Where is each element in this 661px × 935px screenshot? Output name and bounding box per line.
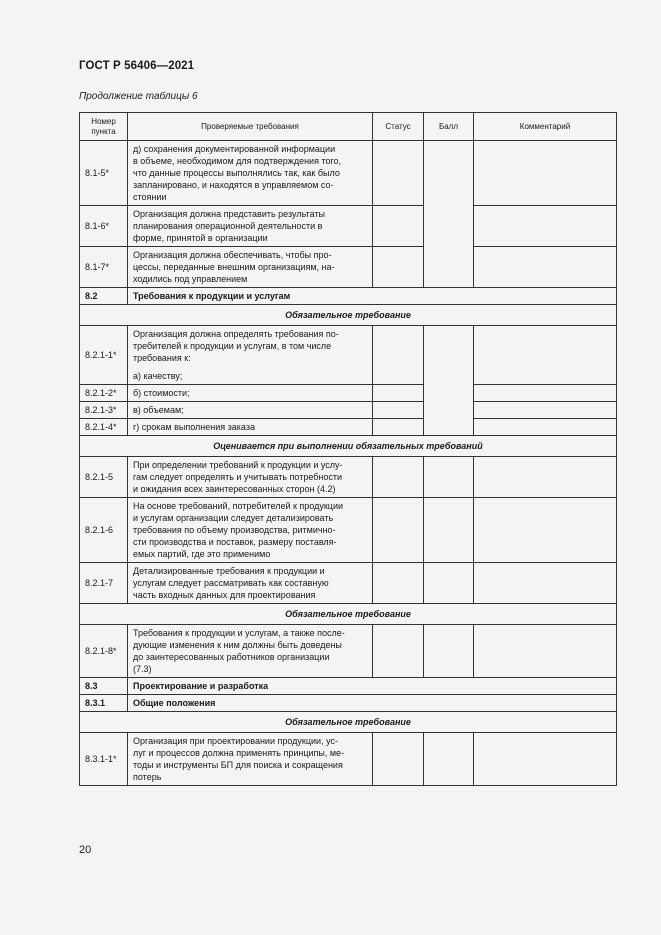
status-cell[interactable] — [373, 141, 424, 206]
text-line: Организация должна обеспечивать, чтобы про- — [133, 250, 332, 260]
table-header-row — [80, 113, 617, 141]
table-row — [80, 247, 617, 288]
text-line: запланировано, и находятся в управляемом со- — [133, 180, 334, 190]
row-number: 8.2.1-8* — [80, 625, 128, 678]
text-line: Требования к продукции и услугам, а также после- — [133, 628, 345, 638]
table-row — [80, 326, 617, 385]
requirement-text — [128, 625, 373, 678]
row-number: 8.1-6* — [80, 206, 128, 247]
status-cell[interactable] — [373, 457, 424, 498]
text-line: (7.3) — [133, 664, 152, 674]
comment-cell[interactable] — [474, 326, 617, 385]
requirement-text — [128, 733, 373, 786]
requirement-text: г) срокам выполнения заказа — [128, 419, 373, 436]
requirement-text: в) объемам; — [128, 402, 373, 419]
table-row — [80, 457, 617, 498]
comment-cell[interactable] — [474, 733, 617, 786]
text-line: Детализированные требования к продукции и — [133, 566, 325, 576]
subheader-mandatory: Обязательное требование — [80, 305, 617, 326]
col-header-score: Балл — [424, 113, 474, 141]
section-number: 8.2 — [80, 288, 128, 305]
status-cell[interactable] — [373, 385, 424, 402]
requirements-table — [79, 112, 617, 786]
section-title: Требования к продукции и услугам — [128, 288, 617, 305]
table-row — [80, 419, 617, 436]
text-line: а) качеству; — [133, 371, 183, 381]
comment-cell[interactable] — [474, 419, 617, 436]
table-row — [80, 563, 617, 604]
subheader-row — [80, 436, 617, 457]
text-line: тоды и инструменты БП для поиска и сокращения — [133, 760, 343, 770]
status-cell[interactable] — [373, 326, 424, 385]
status-cell[interactable] — [373, 402, 424, 419]
requirement-text — [128, 206, 373, 247]
table-row — [80, 141, 617, 206]
subheader-mandatory: Обязательное требование — [80, 712, 617, 733]
row-number: 8.2.1-5 — [80, 457, 128, 498]
section-row — [80, 695, 617, 712]
page-number: 20 — [79, 844, 92, 856]
table-row — [80, 733, 617, 786]
table-row — [80, 206, 617, 247]
col-header-requirement: Проверяемые требования — [128, 113, 373, 141]
subheader-row — [80, 604, 617, 625]
text-line: д) сохранения документированной информации — [133, 144, 336, 154]
requirement-text — [128, 563, 373, 604]
status-cell[interactable] — [373, 563, 424, 604]
comment-cell[interactable] — [474, 141, 617, 206]
score-cell[interactable] — [424, 141, 474, 288]
text-line: требования по объему производства, ритмично- — [133, 525, 336, 535]
comment-cell[interactable] — [474, 625, 617, 678]
table-row — [80, 402, 617, 419]
text-line: требования к: — [133, 353, 191, 363]
row-number: 8.1-7* — [80, 247, 128, 288]
table-caption: Продолжение таблицы 6 — [79, 91, 198, 102]
text-line: и услугам организации следует детализировать — [133, 513, 334, 523]
section-number: 8.3.1 — [80, 695, 128, 712]
row-number: 8.2.1-7 — [80, 563, 128, 604]
col-header-comment: Комментарий — [474, 113, 617, 141]
status-cell[interactable] — [373, 419, 424, 436]
text-line: планирования операционной деятельности в — [133, 221, 323, 231]
text-line: емых партий, где это применимо — [133, 549, 271, 559]
text-line: дующие изменения к ним должны быть доведены — [133, 640, 342, 650]
status-cell[interactable] — [373, 498, 424, 563]
row-number: 8.2.1-1* — [80, 326, 128, 385]
comment-cell[interactable] — [474, 563, 617, 604]
section-title: Общие положения — [128, 695, 617, 712]
text-line: сти производства и поставок, размеру поставля- — [133, 537, 337, 547]
score-cell[interactable] — [424, 563, 474, 604]
requirement-text — [128, 247, 373, 288]
subheader-row — [80, 712, 617, 733]
comment-cell[interactable] — [474, 457, 617, 498]
section-title: Проектирование и разработка — [128, 678, 617, 695]
col-header-number-line2: пункта — [91, 126, 116, 136]
status-cell[interactable] — [373, 625, 424, 678]
score-cell[interactable] — [424, 625, 474, 678]
row-number: 8.1-5* — [80, 141, 128, 206]
score-cell[interactable] — [424, 733, 474, 786]
table-row — [80, 498, 617, 563]
text-line: цессы, переданные внешним организациям, на- — [133, 262, 335, 272]
subheader-evaluated: Оценивается при выполнении обязательных требований — [80, 436, 617, 457]
requirement-text — [128, 326, 373, 385]
comment-cell[interactable] — [474, 247, 617, 288]
text-line: что данные процессы выполнялись так, как было — [133, 168, 340, 178]
text-line: услугам следует рассматривать как составную — [133, 578, 329, 588]
text-line: Организация при проектировании продукции, ус- — [133, 736, 338, 746]
text-line: На основе требований, потребителей к продукции — [133, 501, 344, 511]
comment-cell[interactable] — [474, 206, 617, 247]
text-line: в объеме, необходимом для подтверждения того, — [133, 156, 342, 166]
text-line: и ожидания всех заинтересованных сторон (4.2) — [133, 484, 336, 494]
table-row — [80, 385, 617, 402]
row-number: 8.3.1-1* — [80, 733, 128, 786]
text-line: луг и процессов должна применять принципы, ме- — [133, 748, 345, 758]
requirement-text — [128, 498, 373, 563]
status-cell[interactable] — [373, 247, 424, 288]
section-number: 8.3 — [80, 678, 128, 695]
score-cell[interactable] — [424, 457, 474, 498]
col-header-number — [80, 113, 128, 141]
text-line: требителей к продукции и услугам, в том числе — [133, 341, 332, 351]
text-line: гам следует определять и учитывать потребности — [133, 472, 343, 482]
row-number: 8.2.1-4* — [80, 419, 128, 436]
requirement-text — [128, 141, 373, 206]
score-cell[interactable] — [424, 498, 474, 563]
text-line: потерь — [133, 772, 162, 782]
section-row — [80, 288, 617, 305]
requirement-text — [128, 457, 373, 498]
text-line: При определении требований к продукции и услу- — [133, 460, 343, 470]
row-number: 8.2.1-3* — [80, 402, 128, 419]
row-number: 8.2.1-6 — [80, 498, 128, 563]
col-header-status: Статус — [373, 113, 424, 141]
comment-cell[interactable] — [474, 498, 617, 563]
text-line: форме, принятой в организации — [133, 233, 268, 243]
document-header: ГОСТ Р 56406—2021 — [79, 60, 195, 72]
table-row — [80, 625, 617, 678]
col-header-number-line1: Номер — [91, 116, 116, 126]
text-line: стоянии — [133, 192, 167, 202]
requirement-text: б) стоимости; — [128, 385, 373, 402]
subheader-row — [80, 305, 617, 326]
status-cell[interactable] — [373, 733, 424, 786]
comment-cell[interactable] — [474, 402, 617, 419]
row-number: 8.2.1-2* — [80, 385, 128, 402]
section-row — [80, 678, 617, 695]
status-cell[interactable] — [373, 206, 424, 247]
text-line: ходились под управлением — [133, 274, 248, 284]
text-line: Организация должна представить результаты — [133, 209, 325, 219]
text-line: Организация должна определять требования по- — [133, 329, 339, 339]
subheader-mandatory: Обязательное требование — [80, 604, 617, 625]
score-cell[interactable] — [424, 326, 474, 436]
text-line: до заинтересованных работников организации — [133, 652, 330, 662]
text-line: часть входных данных для проектирования — [133, 590, 316, 600]
comment-cell[interactable] — [474, 385, 617, 402]
